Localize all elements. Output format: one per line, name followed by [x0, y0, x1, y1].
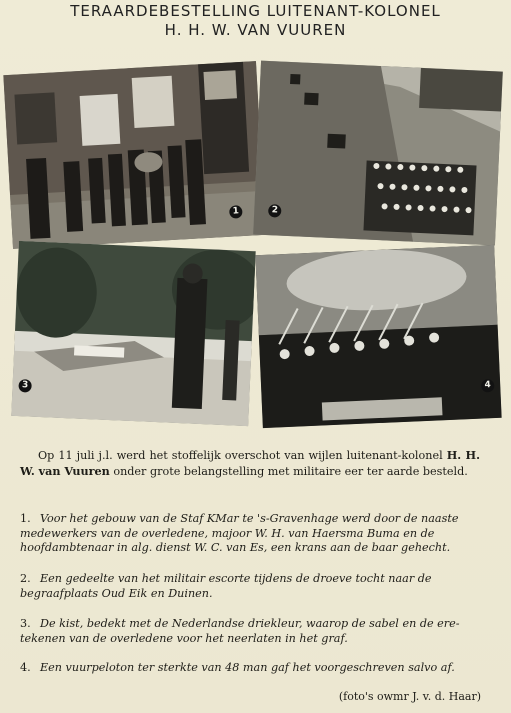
intro-part-2: onder grote belangstelling met militaire eer ter aarde besteld. [113, 464, 468, 478]
caption-item-2 [20, 572, 480, 601]
photo-2-number: 2 [268, 204, 282, 218]
photo-4-number: 4 [481, 379, 495, 393]
intro-part-1: Op 11 juli j.l. werd het stoffelijk overschot van wijlen luitenant-kolonel [38, 449, 443, 462]
photo-1-number: 1 [229, 205, 243, 219]
caption-text-1: Voor het gebouw van de Staf KMar te 's-Gravenhage werd door de naaste medewerkers van de overledene, majoor W. H. van Haersma Buma en de hoofdambtenaar in alg. dienst W. C. van Es, een krans aan de baar gehecht. [20, 512, 459, 555]
caption-text-4: Een vuurpeloton ter sterkte van 48 man gaf het voorgeschreven salvo af. [40, 661, 455, 674]
caption-text-3: De kist, bedekt met de Nederlandse driekleur, waarop de sabel en de ere-tekenen van de overledene voor het neerlaten in het graf. [20, 617, 460, 645]
photo-1 [3, 61, 265, 249]
photo-2 [253, 61, 503, 246]
intro-paragraph [20, 448, 480, 479]
photo-1-image [3, 61, 265, 249]
caption-number-1: 1. [20, 512, 31, 525]
caption-number-2: 2. [20, 572, 31, 585]
page-title-line-1: TERAARDEBESTELLING LUITENANT-KOLONEL [70, 2, 441, 20]
intro-name: H. H. W. van Vuuren [20, 448, 481, 478]
caption-item-1 [20, 512, 480, 556]
caption-number-3: 3. [20, 617, 31, 630]
photo-4-image [255, 245, 501, 428]
caption-number-4: 4. [20, 661, 31, 674]
photo-credit: (foto's owmr J. v. d. Haar) [338, 690, 481, 703]
caption-item-3 [20, 617, 480, 646]
caption-item-4 [20, 661, 480, 676]
caption-text-2: Een gedeelte van het militair escorte tijdens de droeve tocht naar de begraafplaats Oud Eik en Duinen. [20, 572, 432, 600]
photo-4 [255, 245, 501, 428]
photo-3-number: 3 [18, 379, 32, 393]
photo-2-image [253, 61, 503, 246]
page-title-line-2: H. H. W. VAN VUUREN [164, 21, 347, 39]
photo-3 [11, 241, 255, 426]
photo-3-image [11, 241, 255, 426]
